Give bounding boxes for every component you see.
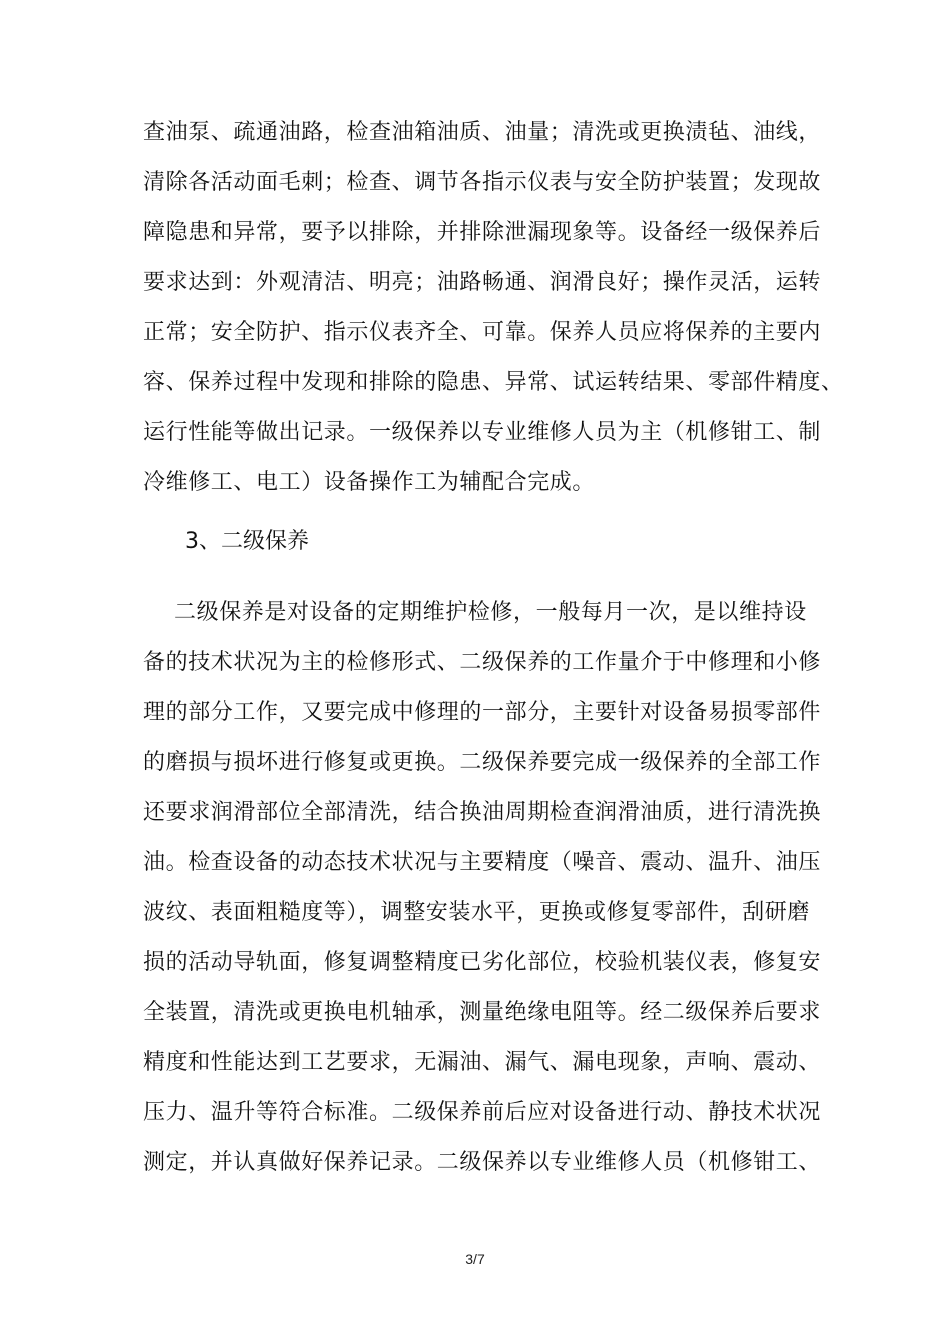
paragraph-1-line: 障隐患和异常，要予以排除，并排除泄漏现象等。设备经一级保养后 [143, 220, 822, 245]
paragraph-1-line: 查油泵、疏通油路，检查油箱油质、油量；清洗或更换渍毡、油线， [143, 120, 822, 145]
paragraph-2-line: 全装置，清洗或更换电机轴承，测量绝缘电阻等。经二级保养后要求 [143, 1000, 822, 1025]
paragraph-2-line: 理的部分工作，又要完成中修理的一部分，主要针对设备易损零部件 [143, 700, 822, 725]
paragraph-2-line: 还要求润滑部位全部清洗，结合换油周期检查润滑油质，进行清洗换 [143, 800, 822, 825]
paragraph-1-line: 容、保养过程中发现和排除的隐患、异常、试运转结果、零部件精度、 [143, 370, 844, 395]
paragraph-1-line: 要求达到：外观清洁、明亮；油路畅通、润滑良好；操作灵活，运转 [143, 270, 822, 295]
paragraph-2-line: 波纹、表面粗糙度等），调整安装水平，更换或修复零部件，刮研磨 [143, 900, 811, 925]
page-number: 3/7 [465, 1251, 485, 1267]
paragraph-1-line: 正常；安全防护、指示仪表齐全、可靠。保养人员应将保养的主要内 [143, 320, 822, 345]
section-heading: 3、二级保养 [185, 529, 309, 554]
paragraph-2-line: 油。检查设备的动态技术状况与主要精度（噪音、震动、温升、油压 [143, 850, 822, 875]
paragraph-2-line: 损的活动导轨面，修复调整精度已劣化部位，校验机装仪表，修复安 [143, 950, 822, 975]
paragraph-1-line: 运行性能等做出记录。一级保养以专业维修人员为主（机修钳工、制 [143, 420, 822, 445]
paragraph-2-line: 的磨损与损坏进行修复或更换。二级保养要完成一级保养的全部工作 [143, 750, 822, 775]
paragraph-2-line: 压力、温升等符合标准。二级保养前后应对设备进行动、静技术状况 [143, 1100, 822, 1125]
paragraph-2-line: 备的技术状况为主的检修形式、二级保养的工作量介于中修理和小修 [143, 650, 822, 675]
paragraph-1-line: 清除各活动面毛刺；检查、调节各指示仪表与安全防护装置；发现故 [143, 170, 822, 195]
paragraph-2-line: 测定，并认真做好保养记录。二级保养以专业维修人员（机修钳工、 [143, 1150, 822, 1175]
paragraph-2-line: 精度和性能达到工艺要求，无漏油、漏气、漏电现象，声响、震动、 [143, 1050, 822, 1075]
paragraph-2-line: 二级保养是对设备的定期维护检修，一般每月一次，是以维持设 [174, 600, 807, 625]
paragraph-1-line: 冷维修工、电工）设备操作工为辅配合完成。 [143, 470, 596, 495]
